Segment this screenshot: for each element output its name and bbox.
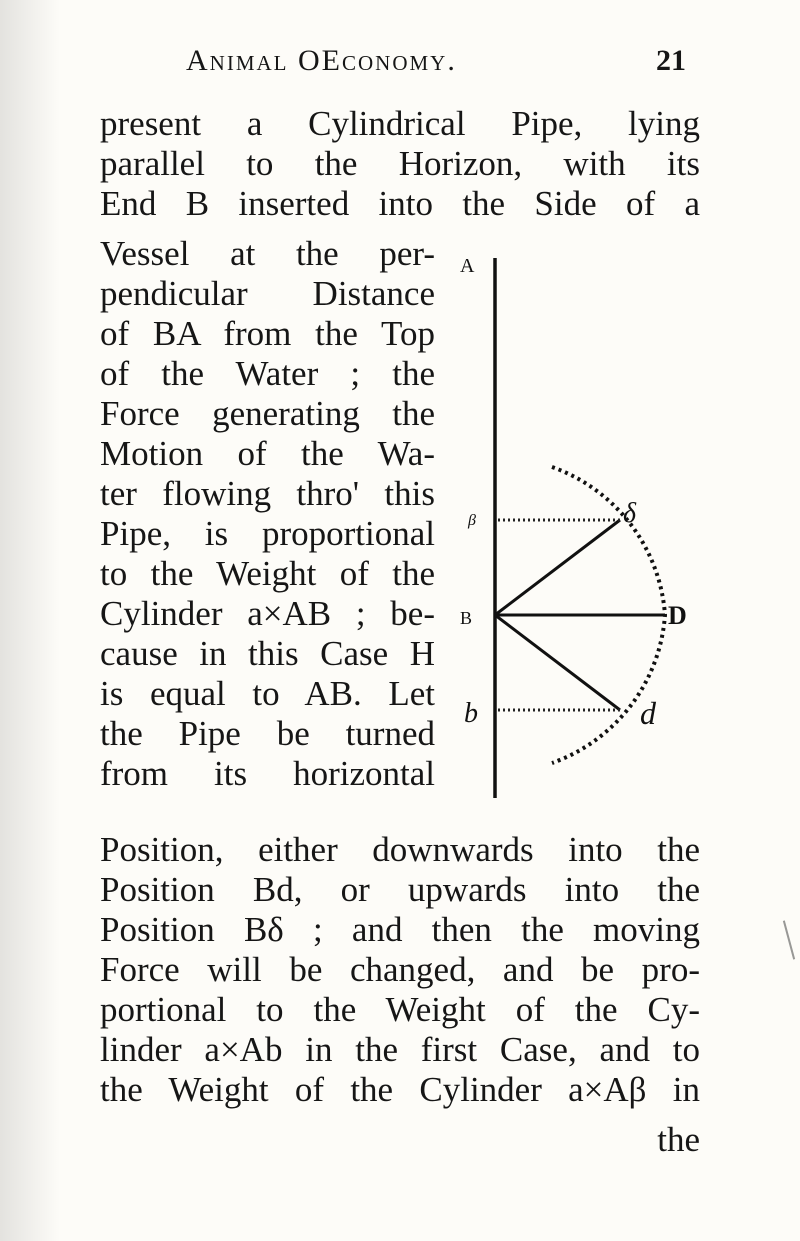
- pipe-diagram: [440, 240, 710, 810]
- text-line: Position, either downwards into the: [100, 830, 700, 869]
- text-line: Cylinder a×AB ; be-: [100, 594, 435, 633]
- text-line: parallel to the Horizon, with its: [100, 144, 700, 183]
- text-line: pendicular Distance: [100, 274, 435, 313]
- label-beta: β: [468, 512, 476, 529]
- text-line: Force generating the: [100, 394, 435, 433]
- margin-mark: [783, 920, 795, 959]
- text-line: Motion of the Wa-: [100, 434, 435, 473]
- text-line: Force will be changed, and be pro-: [100, 950, 700, 989]
- text-line: of BA from the Top: [100, 314, 435, 353]
- label-delta: δ: [623, 498, 637, 529]
- text-line: ter flowing thro' this: [100, 474, 435, 513]
- label-A: A: [460, 255, 475, 277]
- label-b: b: [464, 698, 478, 729]
- catchword: the: [657, 1120, 700, 1159]
- text-line: Pipe, is proportional: [100, 514, 435, 553]
- label-D: D: [668, 601, 687, 630]
- text-line: linder a×Ab in the first Case, and to: [100, 1030, 700, 1069]
- text-line: portional to the Weight of the Cy-: [100, 990, 700, 1029]
- running-header: [186, 44, 686, 84]
- label-B: B: [460, 608, 473, 628]
- text-line: the Weight of the Cylinder a×Aβ in: [100, 1070, 700, 1109]
- text-line: Vessel at the per-: [100, 234, 435, 273]
- text-line: from its horizontal: [100, 754, 435, 793]
- gutter-shadow: [0, 0, 60, 1241]
- text-line: End B inserted into the Side of a: [100, 184, 700, 223]
- text-line: cause in this Case H: [100, 634, 435, 673]
- running-title: Animal OEconomy.: [186, 44, 457, 77]
- text-line: present a Cylindrical Pipe, lying: [100, 104, 700, 143]
- pipe-upward: [495, 520, 620, 615]
- text-line: Position Bδ ; and then the moving: [100, 910, 700, 949]
- text-line: is equal to AB. Let: [100, 674, 435, 713]
- text-line: Position Bd, or upwards into the: [100, 870, 700, 909]
- pipe-downward: [495, 615, 620, 710]
- label-d: d: [640, 695, 656, 731]
- text-line: of the Water ; the: [100, 354, 435, 393]
- text-line: the Pipe be turned: [100, 714, 435, 753]
- page-number: 21: [656, 44, 686, 77]
- text-line: to the Weight of the: [100, 554, 435, 593]
